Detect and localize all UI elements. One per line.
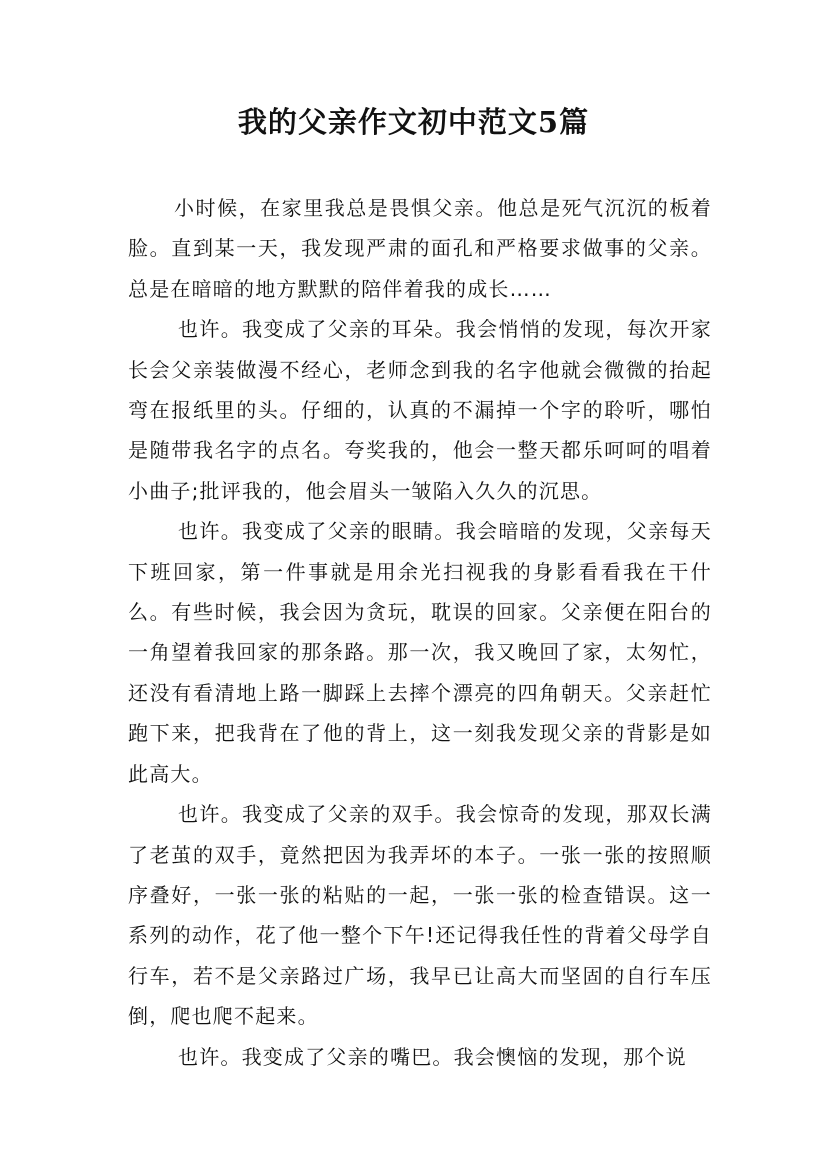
document-body [128,188,712,1077]
paragraph: 也许。我变成了父亲的双手。我会惊奇的发现，那双长满了老茧的双手，竟然把因为我弄坏的本子。一张一张的按照顺序叠好，一张一张的粘贴的一起，一张一张的检查错误。这一系列的动作，花了他一整个下午!还记得我任性的背着父母学自行车，若不是父亲路过广场，我早已让高大而坚固的自行车压倒，爬也爬不起来。 [128,802,712,1029]
document-title: 我的父亲作文初中范文5篇 [237,105,590,139]
paragraph: 也许。我变成了父亲的眼睛。我会暗暗的发现，父亲每天下班回家，第一件事就是用余光扫视我的身影看看我在干什么。有些时候，我会因为贪玩，耽误的回家。父亲便在阳台的一角望着我回家的那条路。那一次，我又晚回了家，太匆忙，还没有看清地上路一脚踩上去摔个漂亮的四角朝天。父亲赶忙跑下来，把我背在了他的背上，这一刻我发现父亲的背影是如此高大。 [128,519,712,786]
paragraph: 也许。我变成了父亲的嘴巴。我会懊恼的发现，那个说 [178,1044,687,1069]
paragraph: 小时候，在家里我总是畏惧父亲。他总是死气沉沉的板着脸。直到某一天，我发现严肃的面孔和严格要求做事的父亲。总是在暗暗的地方默默的陪伴着我的成长…… [128,196,712,301]
paragraph: 也许。我变成了父亲的耳朵。我会悄悄的发现，每次开家长会父亲装做漫不经心，老师念到我的名字他就会微微的抬起弯在报纸里的头。仔细的，认真的不漏掉一个字的聆听，哪怕是随带我名字的点名。夸奖我的，他会一整天都乐呵呵的唱着小曲子;批评我的，他会眉头一皱陷入久久的沉思。 [128,317,712,503]
